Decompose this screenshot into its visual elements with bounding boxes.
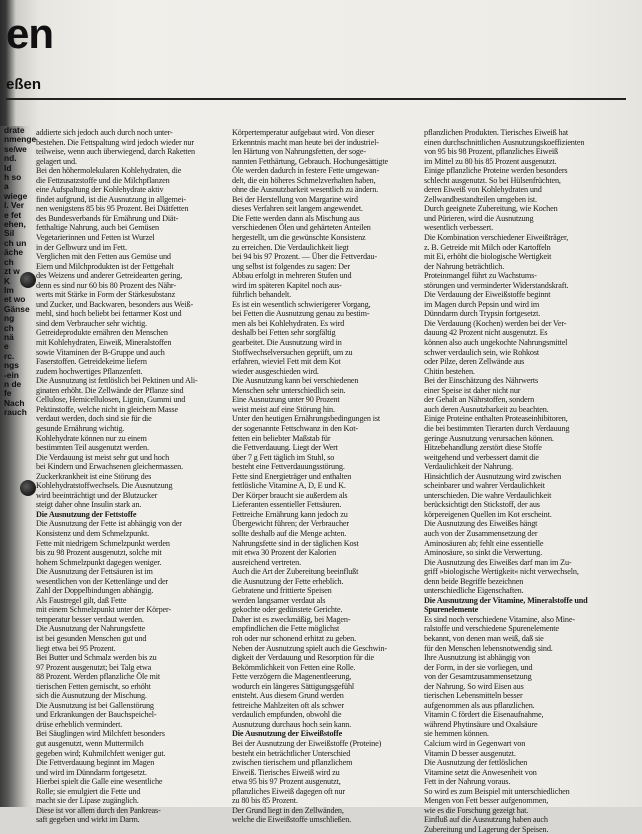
text-line: einen durchschnittlichen Ausnutzungskoeffizienten bbox=[424, 137, 585, 147]
header-rule bbox=[6, 98, 626, 100]
text-line: berücksichtigt den Stickstoff, der aus bbox=[424, 500, 540, 510]
text-line: bis zu 98 Prozent ausgenutzt, solche mit bbox=[36, 548, 162, 558]
text-line: len Härtung von Nahrungsfetten, der soge- bbox=[232, 147, 366, 157]
strip-text-line: fe bbox=[4, 388, 12, 399]
text-line: drüse erheblich vermindert. bbox=[36, 719, 123, 729]
text-line: Bei der Ausnutzung der Eiweißstoffe (Proteine) bbox=[232, 739, 382, 748]
text-line: von 95 bis 98 Prozent, pflanzliches Eiweiß bbox=[424, 147, 558, 157]
text-line: gesunde Ernährung wichtig. bbox=[36, 423, 125, 433]
text-line: Vegetarierinnen und Fetten ist Wurzel bbox=[36, 233, 155, 243]
text-line: bei Kindern und Erwachsenen gleichermassen. bbox=[36, 462, 184, 472]
text-line: griff »biologische Wertigkeit« nicht verwechseln, bbox=[424, 567, 579, 577]
text-line: bestimmten Teil ausgenutzt werden. bbox=[36, 443, 149, 453]
text-line: und Pürieren, wird die Ausnutzung bbox=[424, 213, 534, 223]
text-line: Dünndarm durch Trypsin fortgesetzt. bbox=[424, 309, 541, 319]
strip-text-line: ch un bbox=[4, 237, 27, 248]
text-column-2 bbox=[232, 128, 414, 825]
text-line: erfahren, wieviel Fett mit dem Kot bbox=[232, 357, 341, 367]
strip-text-line: nä bbox=[4, 331, 14, 342]
text-line: So wird es zum Beispiel mit unterschiedlichen bbox=[424, 786, 570, 796]
text-line: hohem Schmelzpunkt dagegen weniger. bbox=[36, 557, 162, 567]
text-line: Diese ist vor allem durch den Pankreas- bbox=[36, 805, 161, 815]
text-line: deren Eiweiß von Kohlehydraten und bbox=[424, 185, 542, 195]
text-line: dauung 42 Prozent nicht ausgenutzt. Es bbox=[424, 328, 548, 338]
header-subtitle: eßen bbox=[6, 76, 42, 93]
text-line: etwa 95 bis 97 Prozent ausgenutzt, bbox=[232, 777, 341, 787]
text-line: Mengen von Fett besser aufgenommen, bbox=[424, 796, 549, 806]
text-line: Gebratene und frittierte Speisen bbox=[232, 586, 332, 596]
text-line: Bekömmlichkeit von Fetten eine Rolle. bbox=[232, 662, 356, 672]
text-line: Die Ausnutzung des Eiweißes hängt bbox=[424, 519, 538, 529]
strip-text-line: zt w bbox=[4, 266, 20, 277]
text-line: während Phytinsäure und Oxalsäure bbox=[424, 719, 538, 729]
text-line: auch deren Ausnutzbarkeit zu beachten. bbox=[424, 404, 549, 414]
text-line: weitgehend und verbessert damit die bbox=[424, 452, 539, 462]
text-line: 88 Prozent. Werden pflanzliche Öle mit bbox=[36, 672, 160, 682]
text-line: sie hemmen können. bbox=[424, 729, 489, 739]
text-line: Die Verdauung ist meist sehr gut und hoch bbox=[36, 452, 170, 462]
text-line: die Ausnutzung der Fette erheblich. bbox=[232, 576, 344, 586]
text-line: werden langsamer verdaut als bbox=[232, 595, 326, 605]
punch-hole bbox=[20, 480, 36, 496]
text-line: von der Gesamtzusammensetzung bbox=[424, 672, 532, 682]
text-line: Öle werden dadurch in festere Fette umgewan- bbox=[232, 166, 380, 176]
text-line: oder Pilze, deren Zellwände aus bbox=[424, 357, 525, 367]
text-line: Nahrungsfette sind in der täglichen Kost bbox=[232, 538, 359, 548]
text-line: für den Menschen lebensnotwendig sind. bbox=[424, 643, 553, 653]
text-line: Vitamine setzt die Anwesenheit von bbox=[424, 767, 537, 777]
text-line: bei 94 bis 97 Prozent. — Über die Fettverdau- bbox=[232, 252, 377, 262]
text-line: nannten Fetthärtung, Gebrauch. Hochungesättigte bbox=[232, 156, 388, 166]
text-line: besteht ein beträchtlicher Unterschied bbox=[232, 748, 351, 758]
text-column-1 bbox=[36, 128, 222, 825]
text-line: Die Ausnutzung der Fettsäuren ist im bbox=[36, 567, 153, 577]
text-line: Calcium wird in Gegenwart von bbox=[424, 739, 526, 748]
text-line: Die Ausnutzung der Vitamine, Mineralstoffe und bbox=[424, 595, 588, 605]
text-line: gelagert und. bbox=[36, 156, 77, 166]
page-header bbox=[0, 0, 642, 124]
text-line: z. B. Getreide mit Milch oder Kartoffeln bbox=[424, 242, 551, 252]
header-title: en bbox=[6, 10, 54, 57]
text-line: tierischen Fetten gemischt, so erhöht bbox=[36, 681, 151, 691]
strip-text-line: e fet bbox=[4, 209, 22, 220]
text-line: mehl, sind hoch beliebt bei fettarmer Kost und bbox=[36, 309, 182, 319]
strip-text-line: nmenge bbox=[4, 134, 37, 145]
text-line: Proteinmangel führt zu Wachstums- bbox=[424, 271, 537, 281]
text-line: Der Körper braucht sie außerdem als bbox=[232, 490, 348, 500]
text-line: Es sind noch verschiedene Vitamine, also Mine- bbox=[424, 614, 575, 624]
text-line: Übergewicht führen; der Verbraucher bbox=[232, 519, 349, 529]
text-line: bekannt, von denen man weiß, daß sie bbox=[424, 633, 544, 643]
text-line: Hitzebehandlung zerstört diese Stoffe bbox=[424, 443, 542, 453]
text-line: ralstoffe und verschiedene Spurenelemente bbox=[424, 624, 559, 634]
text-line: Die Ausnutzung des Eiweißes darf man im Zu- bbox=[424, 557, 572, 567]
text-line: temperatur besser verdaut werden. bbox=[36, 614, 144, 624]
text-line: der Gehalt an Nährstoffen, sondern bbox=[424, 395, 535, 405]
strip-text-line: wiege bbox=[4, 190, 28, 201]
text-line: Die Ausnutzung der Fettstoffe bbox=[36, 509, 137, 519]
text-line: besteht eine Fettverdauungsstörung. bbox=[232, 462, 345, 472]
text-line: Die Ausnutzung ist bei Gallenstörung bbox=[36, 700, 154, 710]
text-line: ohne die Ausnutzbarkeit wesentlich zu ändern. bbox=[232, 185, 379, 195]
text-line: macht sie der Lipase zugänglich. bbox=[36, 796, 139, 806]
text-line: wird im späteren Kapitel noch aus- bbox=[232, 280, 342, 290]
text-line: Die Ausnutzung kann bei verschiedenen bbox=[232, 376, 359, 386]
text-line: Kohlehydrate können nur zu einem bbox=[36, 433, 147, 443]
text-line: Chitin bestehen. bbox=[424, 366, 475, 376]
text-line: Ihre Ausnutzung ist abhängig von bbox=[424, 653, 530, 663]
text-line: mit Kohlehydraten, Eiweiß, Mineralstoffen bbox=[36, 338, 172, 348]
text-line: Ausnutzung durchaus hoch sein kann. bbox=[232, 719, 352, 729]
strip-text-line: Sil bbox=[4, 228, 15, 239]
text-line: Hierbei spielt die Galle eine wesentliche bbox=[36, 777, 163, 787]
text-line: können also auch ungekochte Nahrungsmittel bbox=[424, 338, 568, 348]
strip-text-line: a bbox=[4, 181, 9, 192]
text-line: Abbau erfolgt in mehreren Stufen und bbox=[232, 271, 352, 281]
text-line: und Zucker, und Backwaren, besonders aus Weiß- bbox=[36, 299, 194, 309]
text-line: verdaulich empfunden, obwohl die bbox=[232, 710, 342, 720]
text-line: schwer verdaulich sein, wie Rohkost bbox=[424, 347, 540, 357]
text-line: der Form, in der sie vorliegen, und bbox=[424, 662, 533, 672]
text-line: scheinbarer und wahrer Verdaulichkeit bbox=[424, 481, 545, 491]
text-line: die Fettzusatzstoffe und die Milchpflanzen bbox=[36, 175, 170, 185]
text-line: wesentlich verbessert. bbox=[424, 223, 493, 233]
text-line: Zuckerkrankheit ist eine Störung des bbox=[36, 471, 152, 481]
text-line: roh oder nur schonend erhitzt zu geben. bbox=[232, 633, 356, 643]
text-line: ist bei gesunden Menschen gut und bbox=[36, 633, 147, 643]
text-line: Neben der Ausnutzung spielt auch die Geschwin- bbox=[232, 643, 387, 653]
strip-text-line: K bbox=[4, 275, 11, 286]
text-line: in der Gelbwurz und im Fett. bbox=[36, 242, 127, 252]
text-line: Fette verzögern die Magenentleerung, bbox=[232, 672, 352, 682]
text-line: einer Speise ist daher nicht nur bbox=[424, 385, 521, 395]
strip-text-line: -ein bbox=[4, 369, 19, 380]
text-line: zu erreichen. Die Verdaulichkeit liegt bbox=[232, 242, 349, 252]
text-line: addierte sich jedoch auch durch noch unter- bbox=[36, 128, 173, 137]
text-line: ausreichend vertreten. bbox=[232, 557, 301, 567]
strip-text-line: et wo bbox=[4, 294, 26, 305]
text-line: zudem hochwertiges Pflanzenfett. bbox=[36, 366, 143, 376]
text-line: Daher ist es zweckmäßig, bei Magen- bbox=[232, 614, 351, 624]
text-line: entsteht. Aus diesem Grund werden bbox=[232, 691, 344, 701]
text-line: Die Kombination verschiedener Eiweißträger, bbox=[424, 233, 569, 243]
text-line: Es ist ein wesentlich schwierigerer Vorgang, bbox=[232, 299, 371, 309]
text-line: gegeben wird; Kuhmilchfett weniger gut. bbox=[36, 748, 166, 758]
previous-page-strip bbox=[0, 125, 37, 807]
text-line: Cellulose, Hemicellulosen, Lignin, Gummi und bbox=[36, 395, 186, 405]
text-line: weist meist auf eine Störung hin. bbox=[232, 404, 335, 414]
text-column-3 bbox=[424, 128, 624, 834]
text-line: pflanzliches Eiweiß dagegen oft nur bbox=[232, 786, 345, 796]
text-line: Bei Säuglingen wird Milchfett besonders bbox=[36, 729, 165, 739]
text-line: Aminosäuren ab; fehlt eine essentielle bbox=[424, 538, 544, 548]
strip-text-line: ch bbox=[4, 256, 14, 267]
text-line: Spurenelemente bbox=[424, 605, 479, 615]
text-line: Bei der Einschätzung des Nährwerts bbox=[424, 376, 539, 386]
text-line: körpereigenen Quellen im Kot erscheint. bbox=[424, 509, 552, 519]
text-line: der sogenannte Fettschwanz in den Kot- bbox=[232, 423, 358, 433]
text-line: Hinsichtlich der Ausnutzung wird zwischen bbox=[424, 471, 562, 481]
text-line: Fette sind Energieträger und enthalten bbox=[232, 471, 352, 481]
text-line: Eiweiß. Tierisches Eiweiß wird zu bbox=[232, 767, 340, 777]
text-line: bestehen. Die Fettspaltung wird jedoch wieder nur bbox=[36, 137, 194, 147]
text-line: Einfluß auf die Ausnutzung haben auch bbox=[424, 815, 548, 825]
text-line: im Mittel zu 80 bis 85 Prozent ausgenutzt. bbox=[424, 156, 557, 166]
text-line: Eiern und Milchprodukten ist der Fettgehalt bbox=[36, 261, 174, 271]
text-line: gut ausgenutzt, wenn Muttermilch bbox=[36, 739, 144, 748]
text-line: auch von der Zusammensetzung der bbox=[424, 528, 538, 538]
text-line: Zellwandbestandteilen umgeben ist. bbox=[424, 194, 537, 204]
text-line: Die Fette werden dann als Mischung aus bbox=[232, 213, 360, 223]
text-line: hergestellt, um die gewünschte Konsistenz bbox=[232, 233, 366, 243]
text-line: liegt etwa bei 95 Prozent. bbox=[36, 643, 116, 653]
text-line: sich die Ausnutzung der Mischung. bbox=[36, 691, 147, 701]
text-line: gearbeitet. Die Ausnutzung wird in bbox=[232, 338, 342, 348]
strip-text-line: rauch bbox=[4, 407, 27, 418]
text-line: teilweise, wenn auch überwiegend, darch Raketten bbox=[36, 147, 195, 157]
text-line: Rolle; sie emulgiert die Fette und bbox=[36, 786, 141, 796]
text-line: Vitamin C fördert die Eisenaufnahme, bbox=[424, 710, 544, 720]
strip-text-line: nd. bbox=[4, 153, 17, 164]
text-line: Konsistenz und dem Schmelzpunkt. bbox=[36, 528, 149, 538]
text-line: Bei den höhermolekularen Kohlehydraten, die bbox=[36, 166, 182, 176]
text-line: welche die Eiweißstoffe umschließen. bbox=[232, 815, 352, 825]
text-line: Pektinstoffe, welche nicht in gleichem Masse bbox=[36, 404, 178, 414]
text-line: verschiedenen Ölen und gehärteten Anteilen bbox=[232, 223, 371, 233]
strip-text-line: rc. bbox=[4, 350, 15, 361]
text-line: werts mit Stärke in Form der Stärkesubstanz bbox=[36, 290, 176, 300]
text-line: Die Fettverdauung beginnt im Magen bbox=[36, 758, 155, 768]
text-line: Die Ausnutzung der fettlöslichen bbox=[424, 758, 528, 768]
text-line: der Nahrung beträchtlich. bbox=[424, 261, 505, 271]
text-line: sollte deshalb auf die Menge achten. bbox=[232, 528, 347, 538]
text-line: empfindlichen die Fette möglichst bbox=[232, 624, 340, 634]
text-line: Als Faustregel gilt, daß Fette bbox=[36, 595, 127, 605]
text-line: fettlösliche Vitamine A, D, E und K. bbox=[232, 481, 346, 491]
text-line: wesentlichen von der Kettenlänge und der bbox=[36, 576, 169, 586]
text-line: Die Verdauung (Kochen) werden bei der Ver- bbox=[424, 318, 567, 328]
text-line: Bei der Herstellung von Margarine wird bbox=[232, 194, 358, 204]
text-line: Körpertemperatur aufgebaut wird. Von dieser bbox=[232, 128, 375, 137]
text-line: Der Grund liegt in den Zellwänden, bbox=[232, 805, 344, 815]
text-line: Die Ausnutzung ist fettlöslich bei Pektinen und Ali- bbox=[36, 376, 198, 386]
punch-hole bbox=[20, 272, 36, 288]
text-line: Einige Proteine enthalten Proteaseinhibitoren, bbox=[424, 414, 568, 424]
text-line: schlecht ausgenutzt. So bei Hülsenfrüchten, bbox=[424, 175, 561, 185]
text-line: sind dem Verbraucher sehr wichtig. bbox=[36, 318, 147, 328]
text-line: geringe Ausnutzung verursachen können. bbox=[424, 433, 554, 443]
text-line: bei Fetten die Ausnutzung genau zu bestim- bbox=[232, 309, 370, 319]
text-line: ginaten erhöht. Die Zellwände der Pflanze sind bbox=[36, 385, 184, 395]
text-line: Fettreiche Ernährung kann jedoch zu bbox=[232, 509, 348, 519]
text-line: im Magen durch Pepsin und wird im bbox=[424, 299, 540, 309]
strip-text-line: ch bbox=[4, 322, 14, 333]
text-line: zu 80 bis 85 Prozent. bbox=[232, 796, 298, 806]
text-line: mit etwa 30 Prozent der Kalorien bbox=[232, 548, 337, 558]
strip-text-line: ehen, bbox=[4, 219, 26, 230]
text-line: die bei bestimmten Tierarten durch Verdauung bbox=[424, 423, 570, 433]
strip-text-line: ld bbox=[4, 162, 12, 173]
text-line: führlich behandelt. bbox=[232, 290, 291, 300]
text-line: Auch die Art der Zubereitung beeinflußt bbox=[232, 567, 359, 577]
text-line: men als bei Kohlehydraten. Es wird bbox=[232, 318, 345, 328]
text-line: Die Verdauung der Eiweißstoffe beginnt bbox=[424, 290, 551, 300]
strip-text-line: äche bbox=[4, 247, 24, 258]
text-line: Einige pflanzliche Proteine werden besonders bbox=[424, 166, 568, 176]
text-line: Durch geeignete Zubereitung, wie Kochen bbox=[424, 204, 558, 214]
text-line: Aminosäure, so sinkt die Verwertung. bbox=[424, 548, 543, 558]
strip-text-line: Gänse bbox=[4, 303, 30, 314]
text-line: störungen und verminderter Widerstandskraft. bbox=[424, 280, 569, 290]
text-line: Unter den heutigen Ernährungsbedingungen ist bbox=[232, 414, 381, 424]
strip-text-line: n de bbox=[4, 378, 22, 389]
strip-text-line: se/we bbox=[4, 143, 27, 154]
strip-text-line: lm bbox=[4, 284, 14, 295]
text-line: wieder ausgeschieden wird. bbox=[232, 366, 319, 376]
text-line: saft gegeben und wirkt im Darm. bbox=[36, 815, 140, 825]
text-line: Fett in der Nahrung voraus. bbox=[424, 777, 511, 787]
text-line: fetthaltige Nahrung, auch bei Gemüsen bbox=[36, 223, 159, 233]
text-line: deshalb bei Fetten sehr sorgfältig bbox=[232, 328, 336, 338]
text-line: fetten ein beliebter Maßstab für bbox=[232, 433, 331, 443]
text-line: Bei Butter und Schmalz werden bis zu bbox=[36, 653, 157, 663]
text-line: nen wenigstens 85 bis 95 Prozent. Bei Diätfetten bbox=[36, 204, 189, 214]
text-line: Kohlehydratstoffwechsels. Die Ausnutzung bbox=[36, 481, 173, 491]
text-line: gekochte oder gedünstete Gerichte. bbox=[232, 605, 343, 615]
text-line: Stoffwechselversuchen geprüft, um zu bbox=[232, 347, 353, 357]
text-line: digkeit der Verdauung und Resorption für die bbox=[232, 653, 374, 663]
text-line: unterschieden. Die wahre Verdaulichkeit bbox=[424, 490, 552, 500]
strip-text-line: l. Ver bbox=[4, 200, 25, 211]
text-line: mit einem Schmelzpunkt unter der Körper- bbox=[36, 605, 172, 615]
text-line: delt, die ein höheres Schmelzverhalten haben, bbox=[232, 175, 376, 185]
text-line: Menschen sehr unterschiedlich sein. bbox=[232, 385, 346, 395]
text-line: unterschiedliche Eigenschaften. bbox=[424, 586, 524, 596]
text-line: und Erkrankungen der Bauchspeichel- bbox=[36, 710, 157, 720]
text-line: eine Aufspaltung der Kohlehydrate aktiv bbox=[36, 185, 164, 195]
text-line: des Bundesverbands für Ernährung und Diät- bbox=[36, 213, 179, 223]
text-line: und wird im Dünndarm fortgesetzt. bbox=[36, 767, 147, 777]
strip-text-line: Nach bbox=[4, 397, 25, 408]
text-line: wodurch ein längeres Sättigungsgefühl bbox=[232, 681, 355, 691]
text-line: pflanzlichen Produkten. Tierisches Eiweiß hat bbox=[424, 128, 569, 137]
text-line: Lieferanten essentieller Fettsäuren. bbox=[232, 500, 342, 510]
strip-text-line: ngs bbox=[4, 360, 19, 371]
text-line: mit Ei, erhöht die biologische Wertigkeit bbox=[424, 252, 552, 262]
text-line: Die Ausnutzung der Fette ist abhängig von der bbox=[36, 519, 182, 529]
text-line: denn beide Begriffe bezeichnen bbox=[424, 576, 524, 586]
strip-text-line: h so bbox=[4, 172, 22, 183]
text-line: fettreiche Mahlzeiten oft als schwer bbox=[232, 700, 344, 710]
strip-text-line: ng bbox=[4, 313, 15, 324]
text-line: Verglichen mit den Fetten aus Gemüse und bbox=[36, 252, 171, 262]
text-line: dieses Verfahren seit langem angewendet. bbox=[232, 204, 363, 214]
text-line: findet aufgrund, ist die Ausnutzung in allgemei- bbox=[36, 194, 186, 204]
text-line: wird beeinträchtigt und der Blutzucker bbox=[36, 490, 158, 500]
text-line: zwischen tierischem und pflanzlichem bbox=[232, 758, 353, 768]
text-line: aufgenommen als aus pflanzlichen. bbox=[424, 700, 535, 710]
text-line: Zubereitung und Lagerung der Speisen. bbox=[424, 824, 549, 834]
text-line: über 7 g Fett täglich im Stuhl, so bbox=[232, 452, 335, 462]
text-line: Die Ausnutzung der Nahrungsfette bbox=[36, 624, 146, 634]
text-line: verdaut werden, doch sind sie für die bbox=[36, 414, 152, 424]
text-line: Getreideprodukte ernähren den Menschen bbox=[36, 328, 168, 338]
text-line: sowie Vitaminen der B-Gruppe und auch bbox=[36, 347, 165, 357]
text-line: Eine Ausnutzung unter 90 Prozent bbox=[232, 395, 340, 405]
text-line: Die Ausnutzung der Eiweißstoffe bbox=[232, 729, 343, 739]
text-line: die Fettverdauung. Liegt der Wert bbox=[232, 443, 338, 453]
text-line: der Nahrung. So wird Eisen aus bbox=[424, 681, 524, 691]
text-line: Faserstoffen. Getreidekeime liefern bbox=[36, 357, 147, 367]
text-line: 97 Prozent ausgenutzt; bei Talg etwa bbox=[36, 662, 152, 672]
strip-text-line: e bbox=[4, 341, 9, 352]
text-line: denn es sind nur 60 bis 80 Prozent des Nähr- bbox=[36, 280, 176, 290]
text-line: Vitamin D besser ausgenutzt. bbox=[424, 748, 516, 758]
text-line: Erkenntnis macht man heute bei der industriel- bbox=[232, 137, 379, 147]
text-line: Zahl der Doppelbindungen abhängig. bbox=[36, 586, 154, 596]
text-line: steigt daher ohne Insulin stark an. bbox=[36, 500, 142, 510]
strip-text-line: drate bbox=[4, 125, 25, 135]
text-line: wie es die Forschung gezeigt hat. bbox=[424, 805, 529, 815]
text-line: Fette mit niedrigem Schmelzpunkt werden bbox=[36, 538, 170, 548]
text-line: ung selbst ist folgendes zu sagen: Der bbox=[232, 261, 350, 271]
text-line: des Weizens und anderer Getreidearten gering, bbox=[36, 271, 183, 281]
text-line: tierischen Lebensmitteln besser bbox=[424, 691, 523, 701]
text-line: Verdaulichkeit der Nahrung. bbox=[424, 462, 513, 472]
